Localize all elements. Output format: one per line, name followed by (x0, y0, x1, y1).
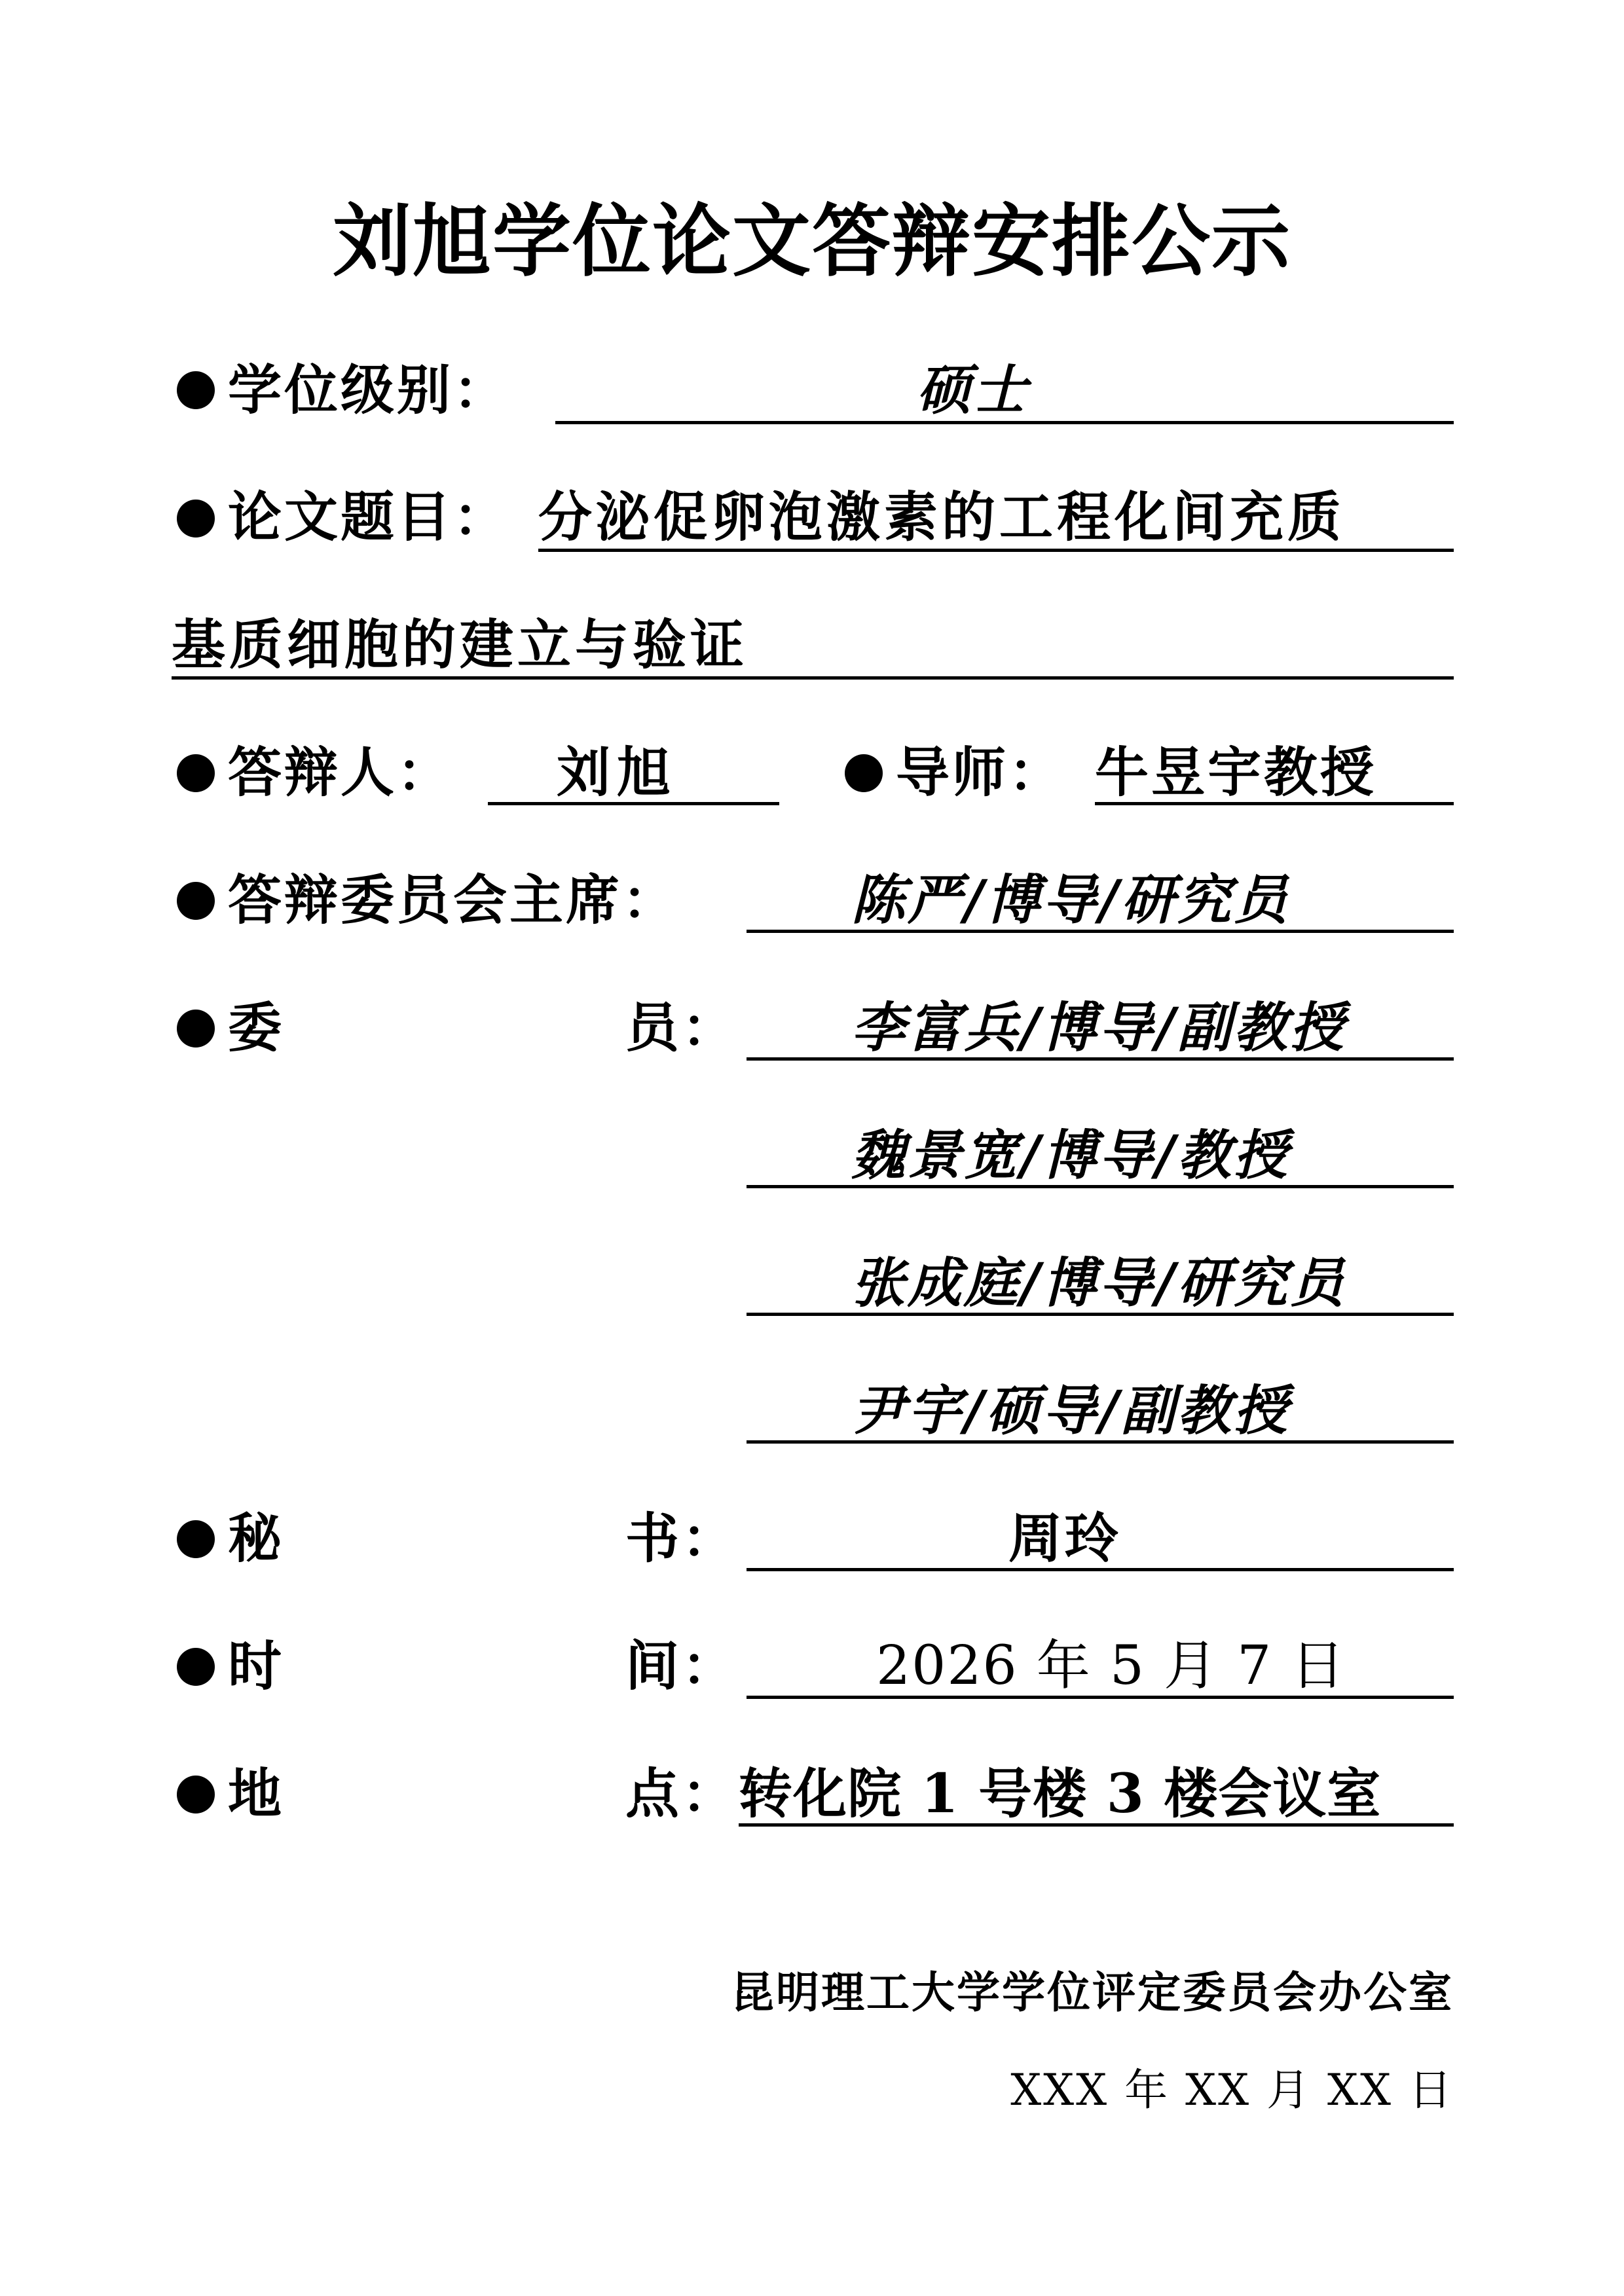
members-label-left: 委 (228, 996, 285, 1059)
bullet-icon (177, 1010, 215, 1048)
bullet-icon (177, 1648, 215, 1686)
secretary-label-right: 书： (625, 1507, 739, 1570)
bullet-icon (177, 1776, 215, 1813)
secretary-value: 周玲 (1008, 1507, 1122, 1570)
time-underline (747, 1696, 1454, 1699)
defender-label: 答辩人： (228, 741, 454, 804)
time-value: 2026 年 5 月 7 日 (876, 1635, 1346, 1697)
defender-underline (488, 802, 779, 805)
location-label-left: 地 (228, 1762, 285, 1825)
secretary-label-left: 秘 (228, 1507, 285, 1570)
location-label-right: 点： (625, 1762, 739, 1825)
member-underline (747, 1440, 1454, 1444)
member-item: 李富兵/博导/副教授 (851, 996, 1346, 1059)
chair-label: 答辩委员会主席： (228, 869, 679, 932)
thesis-title-line2: 基质细胞的建立与验证 (172, 613, 748, 676)
chair-value: 陈严/博导/研究员 (851, 869, 1290, 932)
issuing-office: 昆明理工大学学位评定委员会办公室 (731, 1967, 1454, 2018)
bullet-icon (177, 1520, 215, 1558)
member-underline (747, 1185, 1454, 1188)
bullet-icon (177, 500, 215, 538)
time-label-left: 时 (228, 1635, 285, 1698)
member-item: 魏景宽/博导/教授 (851, 1124, 1290, 1187)
issue-date: XXX 年 XX 月 XX 日 (1010, 2065, 1454, 2115)
time-label-right: 间： (625, 1635, 739, 1698)
member-underline (747, 1057, 1454, 1061)
advisor-value: 牛昱宇教授 (1095, 741, 1377, 804)
defender-value: 刘旭 (557, 741, 678, 804)
member-item: 尹宇/硕导/副教授 (851, 1379, 1290, 1442)
thesis-underline-2 (172, 676, 1454, 680)
degree-label: 学位级别： (228, 359, 510, 422)
thesis-title-line1: 分泌促卵泡激素的工程化间充质 (538, 486, 1346, 549)
bullet-icon (177, 882, 215, 920)
advisor-underline (1095, 802, 1454, 805)
members-label-right: 员： (625, 996, 739, 1059)
location-underline (739, 1823, 1454, 1827)
member-item: 张成庭/博导/研究员 (851, 1252, 1346, 1315)
advisor-label: 导师： (896, 741, 1065, 804)
chair-underline (747, 930, 1454, 933)
thesis-underline-1 (538, 549, 1454, 552)
member-underline (747, 1313, 1454, 1316)
bullet-icon (845, 754, 883, 792)
location-value: 转化院 1 号楼 3 楼会议室 (739, 1762, 1382, 1825)
page-title: 刘旭学位论文答辩安排公示 (333, 196, 1291, 287)
degree-value: 硕士 (917, 359, 1029, 422)
bullet-icon (177, 754, 215, 792)
degree-underline (555, 421, 1454, 424)
bullet-icon (177, 371, 215, 409)
thesis-label: 论文题目： (228, 486, 510, 549)
secretary-underline (747, 1568, 1454, 1571)
